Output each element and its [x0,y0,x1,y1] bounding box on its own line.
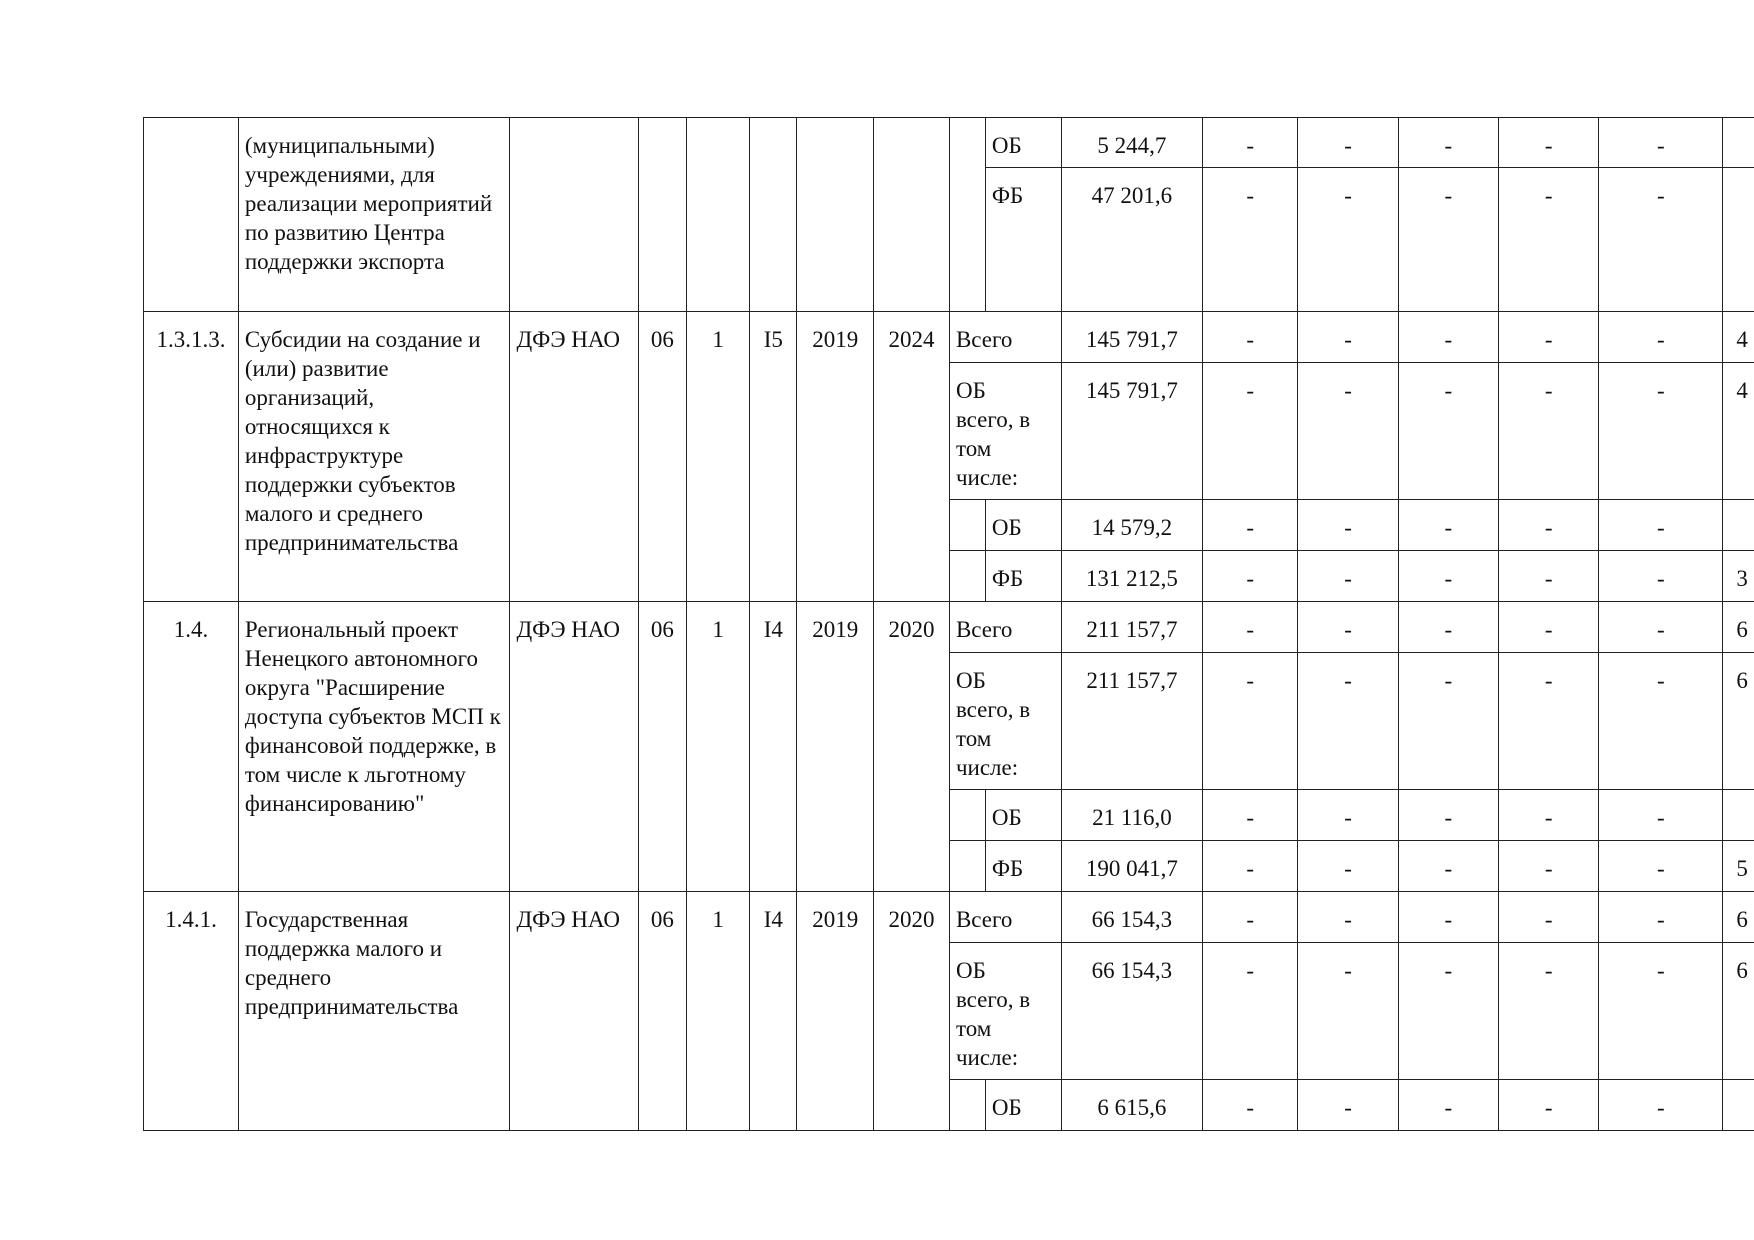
funding-value: - [1398,363,1498,500]
funding-value: - [1398,892,1498,943]
table-row [144,602,1754,653]
funding-value: - [1398,312,1498,363]
funding-value: - [1298,500,1398,551]
funding-total: 14 579,2 [1061,500,1202,551]
funding-value: - [1203,118,1298,168]
funding-value: - [1499,118,1599,168]
funding-total: 5 244,7 [1061,118,1202,168]
code-3: I4 [750,602,797,892]
code-3 [750,118,797,312]
funding-value: - [1203,653,1298,790]
funding-value: - [1599,118,1723,168]
table-row [144,892,1754,943]
funding-value: - [1499,551,1599,602]
funding-value: - [1499,363,1599,500]
funding-value: - [1203,1080,1298,1131]
table-row [144,312,1754,363]
budget-table [143,117,1754,1131]
funding-value: - [1298,790,1398,841]
funding-value: - [1203,551,1298,602]
funding-value: - [1398,653,1498,790]
funding-value-truncated [1723,118,1754,168]
row-number: 1.4.1. [144,892,239,1131]
code-2: 1 [686,892,750,1131]
table-row [144,118,1754,168]
funding-value-truncated: 6 [1723,892,1754,943]
funding-value: - [1499,943,1599,1080]
year-end: 2020 [874,892,950,1131]
code-2: 1 [686,312,750,602]
funding-total: 6 615,6 [1061,1080,1202,1131]
funding-value: - [1203,602,1298,653]
funding-total: 66 154,3 [1061,943,1202,1080]
funding-value: - [1599,500,1723,551]
funding-total: 21 116,0 [1061,790,1202,841]
funding-value: - [1599,363,1723,500]
funding-value: - [1298,312,1398,363]
year-end: 2020 [874,602,950,892]
executor: ДФЭ НАО [510,602,638,892]
executor [510,118,638,312]
code-1: 06 [638,602,686,892]
funding-value: - [1398,551,1498,602]
row-number: 1.3.1.3. [144,312,239,602]
funding-value: - [1599,653,1723,790]
funding-value: - [1203,500,1298,551]
funding-value: - [1203,790,1298,841]
indent-cell [949,118,985,312]
funding-total: 131 212,5 [1061,551,1202,602]
code-1 [638,118,686,312]
funding-value: - [1499,841,1599,892]
funding-type: ФБ [985,841,1061,892]
funding-value-truncated [1723,790,1754,841]
funding-value: - [1298,943,1398,1080]
funding-value: - [1398,841,1498,892]
funding-value: - [1599,168,1723,312]
indent-cell [949,841,985,892]
funding-value: - [1499,892,1599,943]
funding-value: - [1599,790,1723,841]
funding-total: 190 041,7 [1061,841,1202,892]
funding-value: - [1203,892,1298,943]
funding-value: - [1599,551,1723,602]
funding-value: - [1499,500,1599,551]
funding-value: - [1398,500,1498,551]
funding-value: - [1599,312,1723,363]
indent-cell [949,1080,985,1131]
funding-value: - [1203,841,1298,892]
executor: ДФЭ НАО [510,312,638,602]
funding-total: 47 201,6 [1061,168,1202,312]
funding-value: - [1298,168,1398,312]
measure-name: Региональный проект Ненецкого автономного округа "Расширение доступа субъектов МСП к финансовой поддержке, в том числе к льготному финансированию" [238,602,510,892]
year-start: 2019 [797,602,874,892]
funding-value: - [1499,1080,1599,1131]
year-start: 2019 [797,892,874,1131]
funding-value-truncated: 4 [1723,363,1754,500]
funding-value-truncated: 6 [1723,943,1754,1080]
code-2 [686,118,750,312]
funding-value: - [1203,168,1298,312]
funding-type: ОБ [985,1080,1061,1131]
funding-type: ОБ [985,500,1061,551]
indent-cell [949,790,985,841]
funding-type: ОБ всего, в том числе: [949,653,1061,790]
funding-value: - [1203,363,1298,500]
funding-total: 211 157,7 [1061,602,1202,653]
funding-value-truncated: 6 [1723,653,1754,790]
funding-value: - [1398,168,1498,312]
funding-value: - [1398,1080,1498,1131]
funding-value: - [1398,118,1498,168]
funding-type: Всего [949,892,1061,943]
funding-type: ОБ [985,118,1061,168]
indent-cell [949,551,985,602]
measure-name: Государственная поддержка малого и среднего предпринимательства [238,892,510,1131]
funding-value: - [1499,168,1599,312]
funding-value: - [1298,363,1398,500]
funding-value: - [1398,602,1498,653]
funding-total: 66 154,3 [1061,892,1202,943]
funding-type: Всего [949,312,1061,363]
row-number [144,118,239,312]
code-3: I5 [750,312,797,602]
funding-value: - [1298,551,1398,602]
funding-value: - [1298,118,1398,168]
funding-value: - [1499,790,1599,841]
measure-name: (муниципальными) учреждениями, для реализации мероприятий по развитию Центра поддержки экспорта [238,118,510,312]
funding-total: 145 791,7 [1061,363,1202,500]
funding-value-truncated: 3 [1723,551,1754,602]
funding-type: Всего [949,602,1061,653]
funding-value: - [1298,1080,1398,1131]
funding-value: - [1203,943,1298,1080]
funding-value-truncated: 5 [1723,841,1754,892]
code-2: 1 [686,602,750,892]
funding-value: - [1599,892,1723,943]
year-end [874,118,950,312]
year-start [797,118,874,312]
funding-value: - [1298,653,1398,790]
funding-type: ОБ всего, в том числе: [949,943,1061,1080]
funding-type: ФБ [985,551,1061,602]
funding-value: - [1599,841,1723,892]
funding-value: - [1398,943,1498,1080]
funding-total: 145 791,7 [1061,312,1202,363]
funding-value-truncated: 6 [1723,602,1754,653]
code-3: I4 [750,892,797,1131]
funding-type: ОБ [985,790,1061,841]
funding-value-truncated [1723,168,1754,312]
funding-type: ФБ [985,168,1061,312]
funding-type: ОБ всего, в том числе: [949,363,1061,500]
funding-value: - [1298,841,1398,892]
funding-value: - [1599,1080,1723,1131]
funding-value: - [1499,602,1599,653]
funding-value-truncated [1723,1080,1754,1131]
year-start: 2019 [797,312,874,602]
year-end: 2024 [874,312,950,602]
funding-value: - [1298,602,1398,653]
funding-value: - [1298,892,1398,943]
funding-value: - [1499,653,1599,790]
funding-total: 211 157,7 [1061,653,1202,790]
row-number: 1.4. [144,602,239,892]
funding-value: - [1499,312,1599,363]
funding-value: - [1398,790,1498,841]
indent-cell [949,500,985,551]
funding-value: - [1203,312,1298,363]
funding-value: - [1599,943,1723,1080]
executor: ДФЭ НАО [510,892,638,1131]
funding-value: - [1599,602,1723,653]
funding-value-truncated [1723,500,1754,551]
funding-value-truncated: 4 [1723,312,1754,363]
code-1: 06 [638,892,686,1131]
measure-name: Субсидии на создание и (или) развитие организаций, относящихся к инфраструктуре поддержки субъектов малого и среднего предпринимательства [238,312,510,602]
code-1: 06 [638,312,686,602]
